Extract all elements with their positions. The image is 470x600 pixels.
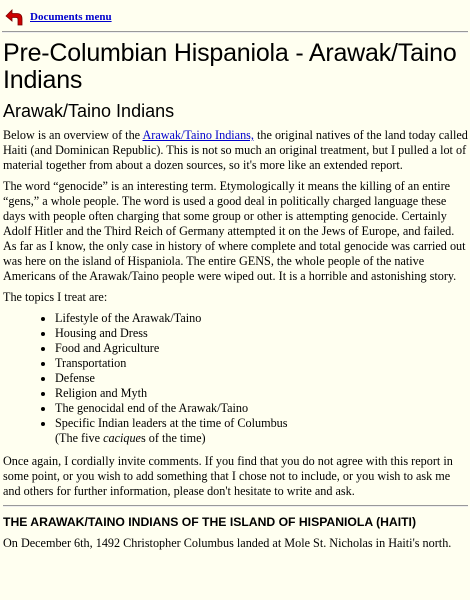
documents-menu-nav: [4, 6, 112, 28]
intro-text-after: the original natives of the land today called Haiti (and Dominican Republic). This is not so much an original treatment, but I pulled a lot of material together from about a dozen sources, so it's more like an extended report.: [3, 128, 468, 172]
section-heading: THE ARAWAK/TAINO INDIANS OF THE ISLAND OF HISPANIOLA (HAITI): [3, 515, 417, 529]
back-arrow-icon[interactable]: [4, 8, 24, 26]
page-subtitle: Arawak/Taino Indians: [3, 101, 175, 121]
list-item: • Food and Agriculture: [55, 341, 468, 356]
documents-menu-link[interactable]: Documents menu: [30, 11, 112, 23]
list-item: • Religion and Myth: [55, 386, 468, 401]
top-divider: [2, 31, 468, 33]
list-item: • Defense: [55, 371, 468, 386]
topic-note-italic: cacique: [103, 431, 141, 445]
main-content: [3, 40, 468, 557]
topics-intro: The topics I treat are:: [3, 290, 108, 304]
topic-note-after: s of the time): [140, 431, 206, 445]
intro-text-before: Below is an overview of the: [3, 128, 143, 142]
list-item: • Lifestyle of the Arawak/Taino: [55, 311, 468, 326]
section-divider: [3, 505, 468, 507]
list-item: • Transportation: [55, 356, 468, 371]
list-item: • The genocidal end of the Arawak/Taino: [55, 401, 468, 416]
arawak-taino-link[interactable]: Arawak/Taino Indians,: [142, 128, 254, 142]
list-item: [55, 416, 468, 446]
topics-list: [3, 311, 468, 446]
comments-paragraph: Once again, I cordially invite comments. If you find that you do not agree with this report in some point, or you wish to add something that I chose not to include, or you wish to ask me and others for further information, please don't hesitate to write and ask.: [3, 454, 453, 498]
section-text: On December 6th, 1492 Christopher Columbus landed at Mole St. Nicholas in Haiti's north.: [3, 536, 452, 550]
topic-note-before: (The five: [55, 431, 104, 445]
page-title: Pre-Columbian Hispaniola - Arawak/Taino Indians: [3, 39, 457, 94]
topic-note: [55, 431, 206, 445]
intro-paragraph: [3, 128, 468, 173]
genocide-paragraph: The word “genocide” is an interesting term. Etymologically it means the killing of an entire “gens,” a whole people. The word is used a good deal in politically charged language these days with people often charging that some group or other is attempting genocide. Certainly Adolf Hitler and the Third Reich of Germany attempted it on the Jews of Europe, and failed. As far as I know, the only case in history of where complete and total genocide was carried out was here on the island of Hispaniola. The entire GENS, the whole people of the native Americans of the Arawak/Taino people were wiped out. It is a horrible and astonishing story.: [3, 179, 466, 283]
topic-leaders: Specific Indian leaders at the time of Columbus: [55, 416, 288, 430]
list-item: • Housing and Dress: [55, 326, 468, 341]
